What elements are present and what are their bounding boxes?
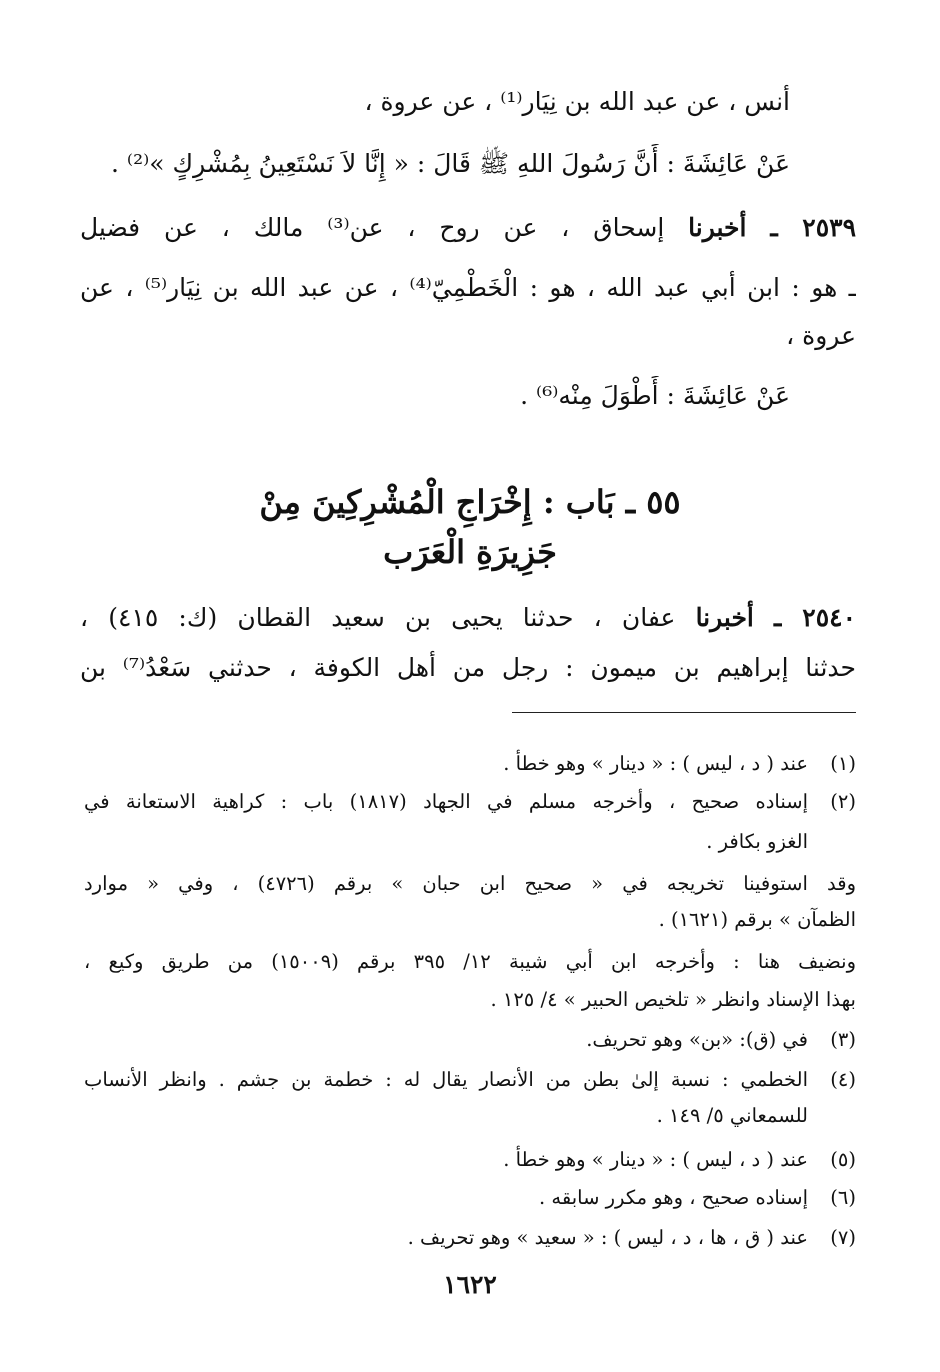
footnote-2-para-cont bbox=[84, 984, 856, 1016]
footnote-1 bbox=[84, 748, 856, 780]
footnote-3 bbox=[84, 1024, 856, 1056]
chapter-heading-cont: جَزِيرَةِ الْعَرَب bbox=[383, 533, 557, 571]
footnote-number: (٦) bbox=[830, 1186, 856, 1209]
hadith-number: ٢٥٣٩ ـ bbox=[770, 213, 856, 242]
footnote-2-para bbox=[84, 946, 856, 978]
footnote-text: عند ( د ، ليس ) : « دينار » وهو خطأ . bbox=[503, 752, 808, 775]
footnote-text: بهذا الإسناد وانظر « تلخيص الحبير » ٤/ ١٢٥ . bbox=[490, 988, 856, 1011]
footnote-text: ونضيف هنا : وأخرجه ابن أبي شيبة ١٢/ ٣٩٥ برقم (١٥٠٠٩) من طريق وكيع ، bbox=[84, 950, 856, 973]
footnote-text: عند ( د ، ليس ) : « دينار » وهو خطأ . bbox=[503, 1148, 808, 1171]
chapter-heading: ٥٥ ـ بَاب : إِخْرَاجِ الْمُشْرِكِينَ مِنْ bbox=[259, 483, 681, 521]
footnote-7 bbox=[84, 1222, 856, 1254]
footnote-number: (٢) bbox=[830, 790, 856, 813]
footnote-text: وقد استوفينا تخريجه في « صحيح ابن حبان » برقم (٤٧٢٦) ، وفي « موارد bbox=[84, 872, 856, 895]
footnote-number: (١) bbox=[830, 752, 856, 775]
footnote-number: (٧) bbox=[830, 1226, 856, 1249]
hadith-opening: أخبرنا bbox=[695, 603, 754, 632]
footnote-number: (٤) bbox=[830, 1068, 856, 1091]
text-line: حدثنا إبراهيم بن ميمون : رجل من أهل الكوفة ، حدثني سَعْدُ⁽⁷⁾ بن bbox=[80, 653, 856, 682]
text-line: عَنْ عَائِشَةَ : أَطْوَلَ مِنْه⁽⁶⁾ . bbox=[520, 381, 790, 410]
footnote-4-cont bbox=[84, 1100, 856, 1132]
text-line: عروة ، bbox=[786, 321, 856, 350]
footnote-text: الخطمي : نسبة إلىٰ بطن من الأنصار يقال له : خطمة بن جشم . وانظر الأنساب bbox=[84, 1068, 808, 1091]
footnote-4 bbox=[84, 1064, 856, 1096]
footnote-5 bbox=[84, 1144, 856, 1176]
footnote-2-cont bbox=[84, 826, 856, 858]
text-line: أنس ، عن عبد الله بن نِيَار⁽¹⁾ ، عن عروة ، bbox=[364, 87, 790, 116]
footnote-text: الظمآن » برقم (١٦٢١) . bbox=[658, 908, 856, 931]
footnote-2-para bbox=[84, 868, 856, 900]
footnote-text: إسناده صحيح ، وهو مكرر سابقه . bbox=[539, 1186, 808, 1209]
hadith-opening: أخبرنا bbox=[688, 213, 747, 242]
footnote-text: في (ق): «بن» وهو تحريف. bbox=[586, 1028, 808, 1051]
footnote-text: للسمعاني ٥/ ١٤٩ . bbox=[656, 1104, 808, 1127]
hadith-text: إسحاق ، عن روح ، عن⁽³⁾ مالك ، عن فضيل bbox=[80, 213, 665, 242]
hadith-2539-line bbox=[80, 208, 856, 248]
footnote-text: إسناده صحيح ، وأخرجه مسلم في الجهاد (١٨١٧) باب : كراهية الاستعانة في bbox=[84, 790, 809, 813]
footnote-number: (٣) bbox=[830, 1028, 856, 1051]
footnote-2 bbox=[84, 786, 856, 818]
footnote-6 bbox=[84, 1182, 856, 1214]
footnote-text: عند ( ق ، ها ، د ، ليس ) : « سعيد » وهو تحريف . bbox=[407, 1226, 808, 1249]
hadith-2540-line bbox=[80, 598, 856, 638]
hadith-text: عفان ، حدثنا يحيى بن سعيد القطان (ك: ٤١٥) ، bbox=[80, 603, 676, 632]
footnote-separator bbox=[512, 712, 856, 713]
text-line: ـ هو : ابن أبي عبد الله ، هو : الْخَطْمِيّ⁽⁴⁾ ، عن عبد الله بن نِيَار⁽⁵⁾ ، عن bbox=[80, 273, 856, 302]
hadith-number: ٢٥٤٠ ـ bbox=[774, 603, 856, 632]
page-number: ١٦٢٢ bbox=[443, 1270, 497, 1299]
text-line: عَنْ عَائِشَةَ : أَنَّ رَسُولَ اللهِ ﷺ قَالَ : « إِنَّا لاَ نَسْتَعِينُ بِمُشْرِكٍ »⁽²⁾ . bbox=[111, 149, 790, 178]
footnote-2-para-cont bbox=[84, 904, 856, 936]
footnote-number: (٥) bbox=[830, 1148, 856, 1171]
footnote-text: الغزو بكافر . bbox=[706, 830, 808, 853]
